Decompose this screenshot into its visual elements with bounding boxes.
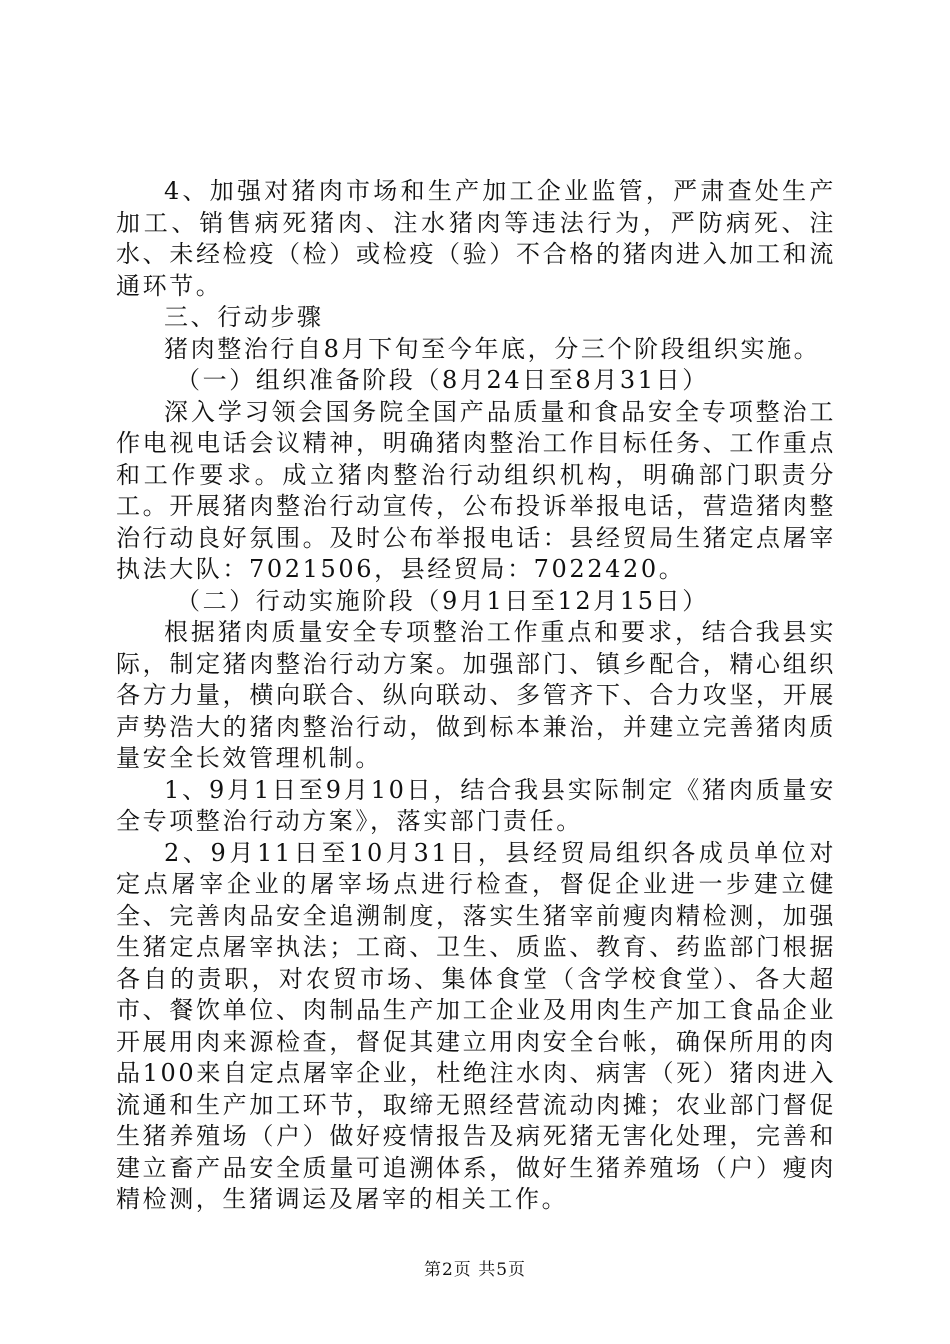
- paragraph-implementation-details: 根据猪肉质量安全专项整治工作重点和要求，结合我县实际，制定猪肉整治行动方案。加强部门、镇乡配合，精心组织各方力量，横向联合、纵向联动、多管齐下、合力攻坚，开展声势浩大的猪肉整治行动，做到标本兼治，并建立完善猪肉质量安全长效管理机制。: [116, 618, 836, 772]
- subheading-implementation-stage: （二）行动实施阶段（9月1日至12月15日）: [176, 586, 709, 615]
- paragraph-step-2: 2、9月11日至10月31日，县经贸局组织各成员单位对定点屠宰企业的屠宰场点进行检查，督促企业进一步建立健全、完善肉品安全追溯制度，落实生猪宰前瘦肉精检测，加强生猪定点屠宰执法；工商、卫生、质监、教育、药监部门根据各自的责职，对农贸市场、集体食堂（含学校食堂）、各大超市、餐饮单位、肉制品生产加工企业及用肉生产加工食品企业开展用肉来源检查，督促其建立用肉安全台帐，确保所用的肉品100来自定点屠宰企业，杜绝注水肉、病害（死）猪肉进入流通和生产加工环节，取缔无照经营流动肉摊；农业部门督促生猪养殖场（户）做好疫情报告及病死猪无害化处理，完善和建立畜产品安全质量可追溯体系，做好生猪养殖场（户）瘦肉精检测，生猪调运及屠宰的相关工作。: [116, 838, 836, 1213]
- paragraph-item-4: 4、加强对猪肉市场和生产加工企业监管，严肃查处生产加工、销售病死猪肉、注水猪肉等违法行为，严防病死、注水、未经检疫（检）或检疫（验）不合格的猪肉进入加工和流通环节。: [116, 177, 836, 300]
- document-body: [116, 176, 836, 1216]
- paragraph-preparation-details: 深入学习领会国务院全国产品质量和食品安全专项整治工作电视电话会议精神，明确猪肉整治工作目标任务、工作重点和工作要求。成立猪肉整治行动组织机构，明确部门职责分工。开展猪肉整治行动宣传，公布投诉举报电话，营造猪肉整治行动良好氛围。及时公布举报电话：县经贸局生猪定点屠宰执法大队：7021506，县经贸局：7022420。: [116, 397, 836, 583]
- page-number-footer: 第2页 共5页: [423, 1260, 527, 1280]
- subheading-preparation-stage: （一）组织准备阶段（8月24日至8月31日）: [176, 366, 709, 394]
- paragraph-schedule-overview: 猪肉整治行自8月下旬至今年底，分三个阶段组织实施。: [164, 334, 821, 363]
- section-heading-action-steps: 三、行动步骤: [164, 303, 324, 331]
- paragraph-step-1: 1、9月1日至9月10日，结合我县实际制定《猪肉质量安全专项整治行动方案》，落实部门责任。: [116, 775, 836, 835]
